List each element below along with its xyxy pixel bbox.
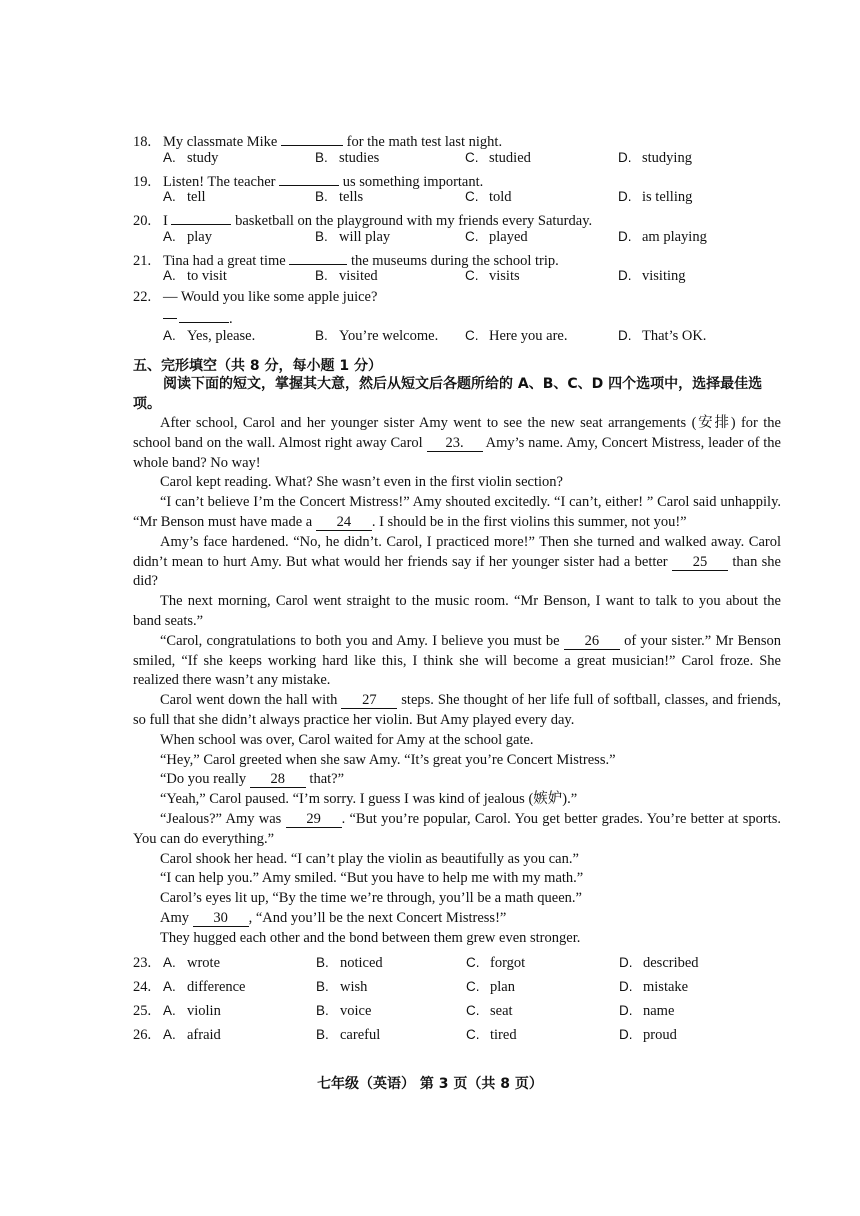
cloze-options-23 xyxy=(133,955,723,975)
passage-paragraph xyxy=(133,850,781,870)
passage-text: Carol kept reading. What? She wasn’t even in the first violin section? xyxy=(160,474,563,491)
option-a: A. difference xyxy=(163,979,246,995)
option-c: C. tired xyxy=(466,1027,517,1043)
answer-blank xyxy=(179,307,229,323)
dash-mark xyxy=(163,318,177,319)
question-stem-after: the museums during the school trip. xyxy=(350,253,559,269)
passage-text: “I can’t believe I’m the Concert Mistress!” Amy shouted excitedly. “I can’t, either! ” Carol said unhappily. “Mr Benson must have made a xyxy=(133,494,781,530)
passage-text: than she did? xyxy=(133,553,781,590)
question-stem-before: My classmate Mike xyxy=(163,134,278,150)
cloze-options-26 xyxy=(133,1027,723,1047)
option-d: D. am playing xyxy=(618,229,707,245)
question-stem-after: us something important. xyxy=(342,174,484,190)
passage-text: The next morning, Carol went straight to the music room. “Mr Benson, I want to talk to you about the band seats.” xyxy=(133,593,781,629)
passage-paragraph xyxy=(133,592,781,632)
question-21 xyxy=(133,249,559,270)
option-b: B. noticed xyxy=(316,955,383,971)
passage-text: Amy’s face hardened. “No, he didn’t. Carol, I practiced more!” Then she turned and walked away. Carol didn’t mean to hurt Amy. But what would her friends say if her younger sister had a better xyxy=(133,533,781,570)
option-a: A. violin xyxy=(163,1003,221,1019)
option-b: B. will play xyxy=(315,229,391,245)
question-number: 25. xyxy=(133,1003,152,1019)
passage-paragraph xyxy=(133,790,781,810)
cloze-blank: 26 xyxy=(564,634,620,650)
passage-text: . “But you’re popular, Carol. You get better grades. You’re better at sports. You can do everything.” xyxy=(133,810,781,847)
option-a: A. wrote xyxy=(163,955,221,971)
option-a: A. Yes, please. xyxy=(163,328,256,344)
option-d: D. studying xyxy=(618,150,692,166)
option-c: C. played xyxy=(465,229,528,245)
passage-text: “I can help you.” Amy smiled. “But you have to help me with my math.” xyxy=(160,870,584,887)
cloze-blank: 27 xyxy=(341,693,397,709)
options-21 xyxy=(163,268,723,288)
question-19 xyxy=(133,170,483,191)
question-22-reply-line: . xyxy=(163,307,233,328)
options-22 xyxy=(163,328,723,348)
passage-paragraph xyxy=(133,869,781,889)
passage-text: They hugged each other and the bond between them grew even stronger. xyxy=(160,929,581,946)
option-c: C. studied xyxy=(465,150,531,166)
cloze-blank: 23. xyxy=(427,436,483,452)
cloze-blank: 25 xyxy=(672,555,728,571)
cloze-options-25 xyxy=(133,1003,723,1023)
answer-blank xyxy=(171,209,231,225)
passage-text: “Carol, congratulations to both you and Amy. I believe you must be xyxy=(160,632,564,649)
question-stem-before: I xyxy=(163,213,168,229)
passage-text: After school, Carol and her younger sister Amy went to see the new seat arrangements (安排) for the school band on the wall. Almost right away Carol xyxy=(133,415,781,451)
cloze-blank: 28 xyxy=(250,772,306,788)
section-instruction: 阅读下面的短文，掌握其大意，然后从短文后各题所给的 A、B、C、D 四个选项中，选择最佳选项。 xyxy=(133,376,763,412)
option-b: B. tells xyxy=(315,189,364,205)
cloze-options-24 xyxy=(133,979,723,999)
passage-text: that?” xyxy=(305,771,345,788)
cloze-passage xyxy=(133,414,781,949)
options-19 xyxy=(163,189,723,209)
passage-paragraph xyxy=(133,731,781,751)
option-c: C. told xyxy=(465,189,512,205)
option-a: A. tell xyxy=(163,189,206,205)
question-number: 26. xyxy=(133,1027,152,1043)
answer-blank xyxy=(281,130,343,146)
answer-blank xyxy=(279,170,339,186)
option-c: C. Here you are. xyxy=(465,328,568,344)
passage-paragraph xyxy=(133,889,781,909)
question-number: 22. xyxy=(133,289,152,305)
passage-text: . I should be in the first violins this summer, not you!” xyxy=(371,513,687,530)
passage-text: “Hey,” Carol greeted when she saw Amy. “It’s great you’re Concert Mistress.” xyxy=(160,751,616,768)
passage-text: steps. She thought of her life full of softball, classes, and friends, so full that she didn’t always practice her violin. But Amy played every day. xyxy=(133,692,781,728)
option-d: D. described xyxy=(619,955,699,971)
option-a: A. to visit xyxy=(163,268,227,284)
passage-paragraph xyxy=(133,493,781,533)
option-d: D. That’s OK. xyxy=(618,328,707,344)
question-stem-before: Tina had a great time xyxy=(163,253,286,269)
question-20 xyxy=(133,209,592,230)
passage-text: When school was over, Carol waited for Amy at the school gate. xyxy=(160,731,534,748)
passage-text: Carol’s eyes lit up, “By the time we’re through, you’ll be a math queen.” xyxy=(160,890,582,907)
answer-blank xyxy=(289,249,347,265)
cloze-blank: 30 xyxy=(193,911,249,927)
option-c: C. plan xyxy=(466,979,515,995)
passage-paragraph xyxy=(133,929,781,949)
question-number: 23. xyxy=(133,955,152,971)
option-a: A. play xyxy=(163,229,212,245)
question-22 xyxy=(133,289,377,306)
question-number: 19. xyxy=(133,174,152,190)
question-number: 21. xyxy=(133,253,152,269)
passage-text: Amy xyxy=(160,909,193,926)
option-d: D. is telling xyxy=(618,189,693,205)
passage-text: Carol shook her head. “I can’t play the violin as beautifully as you can.” xyxy=(160,850,579,867)
passage-paragraph xyxy=(133,473,781,493)
passage-paragraph xyxy=(133,751,781,771)
section-title: 五、完形填空（共 8 分，每小题 1 分） xyxy=(133,358,382,374)
question-stem-after: basketball on the playground with my friends every Saturday. xyxy=(235,213,593,229)
passage-text: “Jealous?” Amy was xyxy=(160,810,286,827)
passage-text: , “And you’ll be the next Concert Mistress!” xyxy=(248,909,507,926)
question-stem-before: — Would you like some apple juice? xyxy=(163,289,378,305)
option-d: D. name xyxy=(619,1003,675,1019)
option-d: D. proud xyxy=(619,1027,677,1043)
passage-paragraph xyxy=(133,691,781,731)
question-stem-after: for the math test last night. xyxy=(346,134,503,150)
passage-paragraph xyxy=(133,810,781,850)
passage-paragraph xyxy=(133,414,781,473)
passage-paragraph xyxy=(133,533,781,592)
passage-text: “Do you really xyxy=(160,771,250,788)
option-b: B. voice xyxy=(316,1003,372,1019)
option-a: A. afraid xyxy=(163,1027,221,1043)
option-b: B. You’re welcome. xyxy=(315,328,439,344)
question-number: 24. xyxy=(133,979,152,995)
page-footer: 七年级（英语） 第 3 页（共 8 页） xyxy=(317,1076,543,1092)
cloze-blank: 29 xyxy=(286,812,342,828)
passage-paragraph xyxy=(133,909,781,929)
option-c: C. seat xyxy=(466,1003,513,1019)
question-number: 20. xyxy=(133,213,152,229)
passage-text: Amy’s name. Amy, Concert Mistress, leader of the whole band? No way! xyxy=(133,434,781,471)
option-c: C. visits xyxy=(465,268,520,284)
question-18 xyxy=(133,130,502,151)
option-b: B. visited xyxy=(315,268,378,284)
option-c: C. forgot xyxy=(466,955,526,971)
option-b: B. studies xyxy=(315,150,380,166)
options-18 xyxy=(163,150,723,170)
cloze-blank: 24 xyxy=(316,515,372,531)
option-d: D. mistake xyxy=(619,979,689,995)
options-20 xyxy=(163,229,723,249)
option-a: A. study xyxy=(163,150,219,166)
question-stem-before: Listen! The teacher xyxy=(163,174,276,190)
option-b: B. wish xyxy=(316,979,368,995)
passage-text: of your sister.” Mr Benson smiled, “If she keeps working hard like this, I think she will become a great musician!” Carol froze. She realized there wasn’t any mistake. xyxy=(133,632,781,689)
option-d: D. visiting xyxy=(618,268,686,284)
option-b: B. careful xyxy=(316,1027,381,1043)
passage-paragraph xyxy=(133,770,781,790)
passage-paragraph xyxy=(133,632,781,691)
passage-text: Carol went down the hall with xyxy=(160,692,342,709)
passage-text: “Yeah,” Carol paused. “I’m sorry. I guess I was kind of jealous (嫉妒).” xyxy=(160,791,578,808)
question-number: 18. xyxy=(133,134,152,150)
